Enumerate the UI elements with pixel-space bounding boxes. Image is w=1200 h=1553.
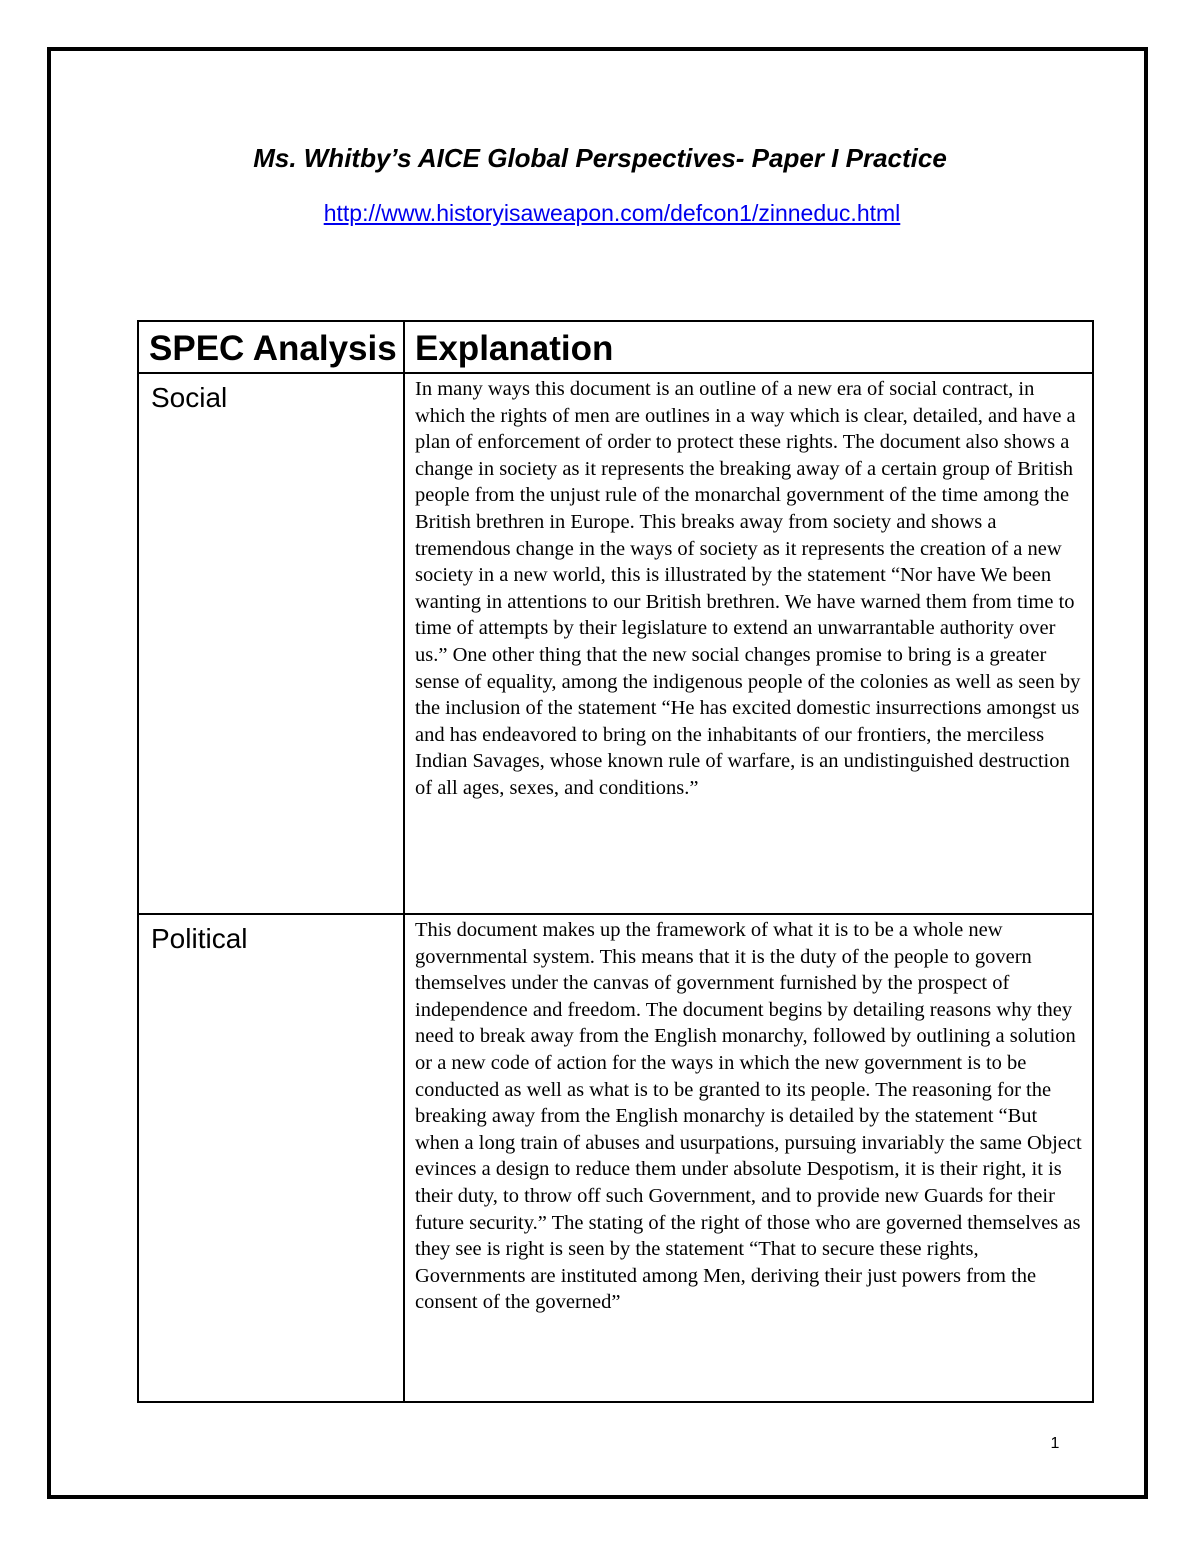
table-header-row bbox=[138, 321, 1093, 373]
header-explanation: Explanation bbox=[404, 321, 1093, 373]
source-link[interactable]: http://www.historyisaweapon.com/defcon1/zinneduc.html bbox=[323, 200, 901, 226]
row-text-social: In many ways this document is an outline of a new era of social contract, in which the rights of men are outlines in a way which is clear, detailed, and have a plan of enforcement of order to protect these rights. The document also shows a change in society as it represents the breaking away of a certain group of British people from the unjust rule of the monarchal government of the time among the British brethren in Europe. This breaks away from society and shows a tremendous change in the ways of society as it represents the creation of a new society in a new world, this is illustrated by the statement “Nor have We been wanting in attentions to our British brethren. We have warned them from time to time of attempts by their legislature to extend an unwarrantable authority over us.” One other thing that the new social changes promise to bring is a greater sense of equality, among the indigenous people of the colonies as well as seen by the inclusion of the statement “He has excited domestic insurrections amongst us and has endeavored to bring on the inhabitants of our frontiers, the merciless Indian Savages, whose known rule of warfare, is an undistinguished destruction of all ages, sexes, and conditions.” bbox=[404, 373, 1093, 914]
row-text-political: This document makes up the framework of what it is to be a whole new governmental system. This means that it is the duty of the people to govern themselves under the canvas of government furnished by the prospect of independence and freedom. The document begins by detailing reasons why they need to break away from the English monarchy, followed by outlining a solution or a new code of action for the ways in which the new government is to be conducted as well as what is to be granted to its people. The reasoning for the breaking away from the English monarchy is detailed by the statement “But when a long train of abuses and usurpations, pursuing invariably the same Object evinces a design to reduce them under absolute Despotism, it is their right, it is their duty, to throw off such Government, and to provide new Guards for their future security.” The stating of the right of those who are governed themselves as they see is right is seen by the statement “That to secure these rights, Governments are instituted among Men, deriving their just powers from the consent of the governed” bbox=[404, 914, 1093, 1402]
spec-analysis-table bbox=[137, 320, 1094, 1403]
header-spec-analysis: SPEC Analysis bbox=[138, 321, 404, 373]
document-title: Ms. Whitby’s AICE Global Perspectives- Paper I Practice bbox=[253, 143, 947, 173]
page-number: 1 bbox=[1050, 1435, 1060, 1452]
table-row-social bbox=[138, 373, 1093, 914]
row-label-social: Social bbox=[138, 373, 404, 914]
row-label-political: Political bbox=[138, 914, 404, 1402]
table-row-political bbox=[138, 914, 1093, 1402]
